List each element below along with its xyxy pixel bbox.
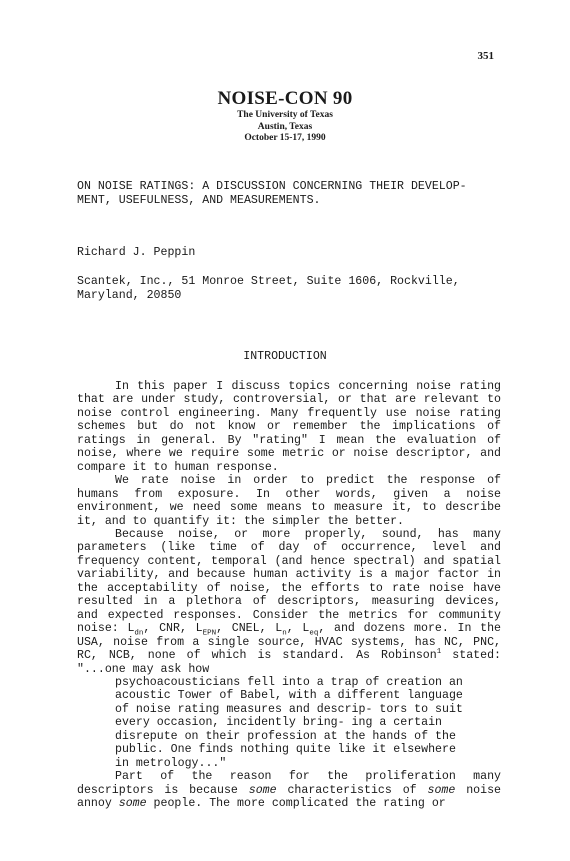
paper-affiliation: Scantek, Inc., 51 Monroe Street, Suite 1606, Rockville, Maryland, 20850 (77, 275, 460, 302)
section-heading: INTRODUCTION (243, 350, 327, 363)
conference-institution: The University of Texas (237, 110, 333, 120)
paragraph-text: people. The more complicated the rating or (146, 797, 446, 811)
paragraph-text: stated: "...one may ask how (77, 649, 501, 676)
paper-author: Richard J. Peppin (77, 246, 196, 259)
paragraph (77, 528, 501, 676)
reference-marker: 1 (436, 648, 442, 657)
subscript: EPN (202, 629, 217, 638)
paragraph-text: , and dozens more. In the USA, noise from a single source, HVAC systems, has NC, PNC, RC, NCB, none of which is standard. As Robinson (77, 622, 502, 663)
subscript: n (282, 629, 287, 638)
block-quote: psychoacousticians fell into a trap of creation an acoustic Tower of Babel, with a different language of noise rating measures and descrip- tors to suit every occasion, incidently bring- ing a certain disrepute on their profession at the hands of the public. One finds nothing quite like it elsewhere in metrology..." (115, 675, 463, 770)
conference-name: NOISE-CON 90 (217, 88, 353, 109)
paragraph-text: Part of the reason for the proliferation many descriptors is because (77, 770, 501, 797)
emphasis: some (248, 783, 277, 797)
body-text (77, 380, 501, 811)
conference-dates: October 15-17, 1990 (244, 133, 326, 143)
paragraph-text: , CNR, L (143, 622, 203, 636)
paragraph (77, 770, 501, 810)
emphasis: some (118, 797, 147, 811)
subscript: dn (134, 629, 144, 638)
paragraph-text: characteristics of (276, 783, 428, 797)
paragraph-text: , CNEL, L (216, 622, 283, 636)
emphasis: some (427, 783, 456, 797)
paragraph-text: noise annoy (77, 783, 501, 811)
conference-header (0, 88, 570, 145)
conference-location: Austin, Texas (257, 121, 313, 132)
paper-title: ON NOISE RATINGS: A DISCUSSION CONCERNING THEIR DEVELOP- MENT, USEFULNESS, AND MEASUREMENTS. (77, 180, 467, 207)
paragraph-text: Because noise, or more properly, sound, has many parameters (like time of day of occurrence, level and frequency content, temporal (and hence spectral) and spatial variability, and because human activity is a major factor in the acceptability of noise, the efforts to rate noise have resulted in a plethora of descriptors, measuring devices, and expected responses. Consider the metrics for community noise: L (77, 527, 501, 636)
page-number: 351 (477, 50, 494, 62)
paragraph: We rate noise in order to predict the response of humans from exposure. In other words, given a noise environment, we need some means to measure it, to describe it, and to quantify it: the simpler the better. (77, 474, 501, 528)
paragraph-text: , L (286, 622, 310, 636)
paragraph: In this paper I discuss topics concerning noise rating that are under study, controversial, or that are relevant to noise control engineering. Many frequently use noise rating schemes but do not know or remember the implications of ratings in general. By "rating" I mean the evaluation of noise, where we require some metric or noise descriptor, and compare it to human response. (77, 380, 501, 474)
subscript: eq (309, 629, 319, 638)
